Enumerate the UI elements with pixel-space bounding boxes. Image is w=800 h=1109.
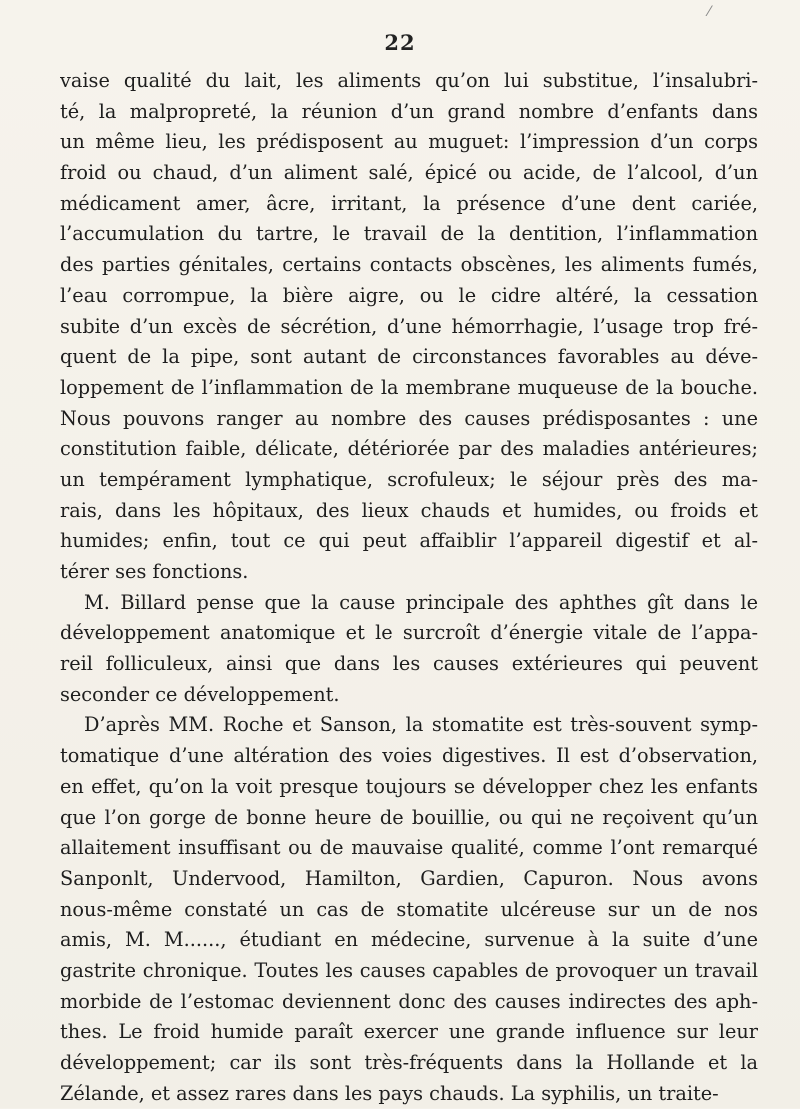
text-line: subite d’un excès de sécrétion, d’une hémorrhagie, l’usage trop fré- [60,314,758,338]
text-line: allaitement insuffisant ou de mauvaise qualité, comme l’ont remarqué [60,836,758,860]
text-line: morbide de l’estomac deviennent donc des causes indirectes des aph- [60,989,758,1013]
text-line: D’après MM. Roche et Sanson, la stomatite est très-souvent symp- [84,713,758,737]
text-line: rais, dans les hôpitaux, des lieux chauds et humides, ou froids et [60,498,758,522]
text-line: reil folliculeux, ainsi que dans les causes extérieures qui peuvent [60,652,758,676]
text-line: Nous pouvons ranger au nombre des causes prédisposantes : une [60,406,758,430]
corner-mark: ⁄ [708,4,711,20]
text-line: gastrite chronique. Toutes les causes capables de provoquer un travail [60,958,758,982]
text-line: té, la malpropreté, la réunion d’un grand nombre d’enfants dans [60,99,758,123]
text-line: seconder ce développement. [60,682,340,706]
text-line: des parties génitales, certains contacts obscènes, les aliments fumés, [60,253,758,277]
text-line: un tempérament lymphatique, scrofuleux; le séjour près des ma- [60,467,758,491]
text-line: un même lieu, les prédisposent au muguet: l’impression d’un corps [60,130,758,154]
text-line: térer ses fonctions. [60,560,249,583]
text-line: M. Billard pense que la cause principale des aphthes gît dans le [84,590,758,614]
text-line: vaise qualité du lait, les aliments qu’on lui substitue, l’insalubri- [60,69,758,92]
text-line: l’accumulation du tartre, le travail de la dentition, l’inflammation [60,222,758,246]
text-line: loppement de l’inflammation de la membrane muqueuse de la bouche. [60,375,758,399]
text-line: humides; enfin, tout ce qui peut affaiblir l’appareil digestif et al- [60,529,758,553]
text-line: nous-même constaté un cas de stomatite ulcéreuse sur un de nos [60,897,758,921]
text-line: médicament amer, âcre, irritant, la présence d’une dent cariée, [60,191,758,215]
text-line: Zélande, et assez rares dans les pays chauds. La syphilis, un traite- [60,1081,719,1105]
text-line: thes. Le froid humide paraît exercer une grande influence sur leur [60,1020,758,1044]
text-line: développement anatomique et le surcroît d’énergie vitale de l’appa- [60,621,758,645]
page-number: 22 [384,30,416,55]
text-line: tomatique d’une altération des voies digestives. Il est d’observation, [60,744,758,768]
text-line: amis, M. M......, étudiant en médecine, survenue à la suite d’une [60,928,758,952]
text-line: constitution faible, délicate, détériorée par des maladies antérieures; [60,437,758,461]
text-line: développement; car ils sont très-fréquents dans la Hollande et la [60,1051,758,1074]
body-text [60,66,758,1109]
text-line: l’eau corrompue, la bière aigre, ou le cidre altéré, la cessation [60,283,758,307]
text-line: froid ou chaud, d’un aliment salé, épicé ou acide, de l’alcool, d’un [60,161,758,185]
text-line: quent de la pipe, sont autant de circonstances favorables au déve- [60,345,758,369]
text-line: que l’on gorge de bonne heure de bouillie, ou qui ne reçoivent qu’un [60,805,758,829]
text-line: Sanponlt, Undervood, Hamilton, Gardien, Capuron. Nous avons [60,866,758,890]
text-line: en effet, qu’on la voit presque toujours se développer chez les enfants [60,774,758,798]
